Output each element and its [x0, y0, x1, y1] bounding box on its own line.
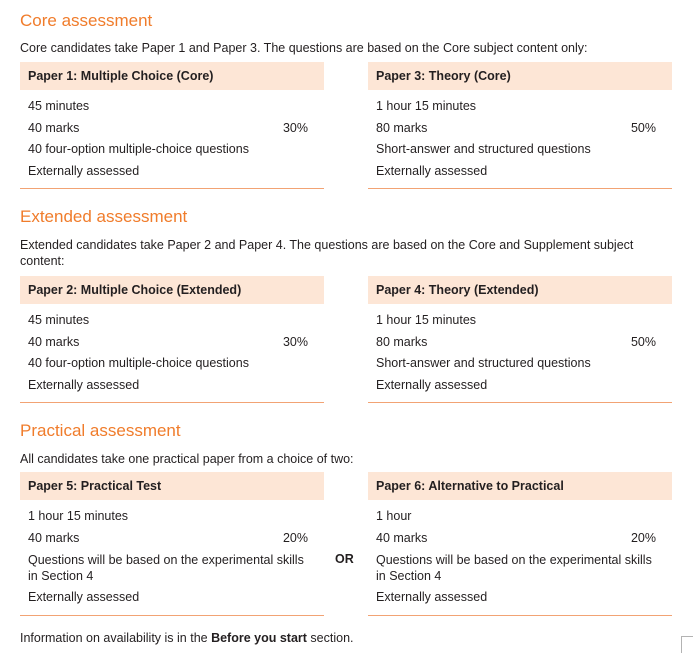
availability-note-suffix: section. [306, 631, 354, 645]
paper-5-header: Paper 5: Practical Test [20, 472, 324, 500]
paper-6-marks: 40 marks [376, 530, 428, 545]
paper-4-marks: 80 marks [376, 334, 428, 349]
paper-4-weight: 50% [630, 334, 656, 349]
paper-6-duration: 1 hour [376, 509, 412, 523]
paper-1-marks-row [28, 118, 316, 140]
paper-3-duration: 1 hour 15 minutes [376, 99, 477, 113]
before-you-start-reference: Before you start [211, 631, 307, 645]
availability-note-prefix: Information on availability is in the [20, 631, 212, 645]
paper-1-questions: 40 four-option multiple-choice questions [28, 142, 249, 156]
paper-5-duration: 1 hour 15 minutes [28, 509, 129, 523]
section-title-extended: Extended assessment [20, 207, 188, 226]
paper-3-box [368, 62, 672, 189]
paper-6-header: Paper 6: Alternative to Practical [368, 472, 672, 500]
paper-2-assessment: Externally assessed [28, 377, 140, 392]
paper-2-header: Paper 2: Multiple Choice (Extended) [20, 276, 324, 304]
paper-5-questions: Questions will be based on the experimental skills in Section 4 [28, 553, 304, 583]
section-intro-core: Core candidates take Paper 1 and Paper 3. The questions are based on the Core subject content only: [20, 41, 588, 55]
paper-6-weight: 20% [630, 530, 656, 545]
paper-4-box [368, 276, 672, 403]
paper-1-assessment: Externally assessed [28, 163, 140, 178]
paper-5-assessment: Externally assessed [28, 590, 140, 604]
paper-5-marks: 40 marks [28, 530, 80, 545]
paper-1-header: Paper 1: Multiple Choice (Core) [20, 62, 324, 90]
paper-2-marks-row [28, 332, 316, 354]
paper-1-marks: 40 marks [28, 120, 80, 135]
paper-4-assessment: Externally assessed [376, 377, 488, 392]
paper-1-box [20, 62, 324, 189]
page-corner-widget [681, 636, 693, 653]
paper-4-questions: Short-answer and structured questions [376, 356, 591, 370]
paper-3-questions: Short-answer and structured questions [376, 142, 591, 156]
paper-3-assessment: Externally assessed [376, 163, 488, 178]
paper-3-weight: 50% [630, 120, 656, 135]
paper-2-questions: 40 four-option multiple-choice questions [28, 356, 249, 370]
paper-3-header: Paper 3: Theory (Core) [368, 62, 672, 90]
paper-2-weight: 30% [282, 334, 308, 349]
paper-3-marks-row [376, 118, 664, 140]
paper-6-box [368, 472, 672, 616]
paper-4-marks-row [376, 332, 664, 354]
section-title-practical: Practical assessment [20, 421, 181, 440]
section-intro-extended: Extended candidates take Paper 2 and Paper 4. The questions are based on the Core and Supplement subject content: [20, 238, 634, 268]
paper-2-duration: 45 minutes [28, 313, 90, 327]
paper-4-duration: 1 hour 15 minutes [376, 313, 477, 327]
paper-6-marks-row [376, 528, 664, 550]
paper-5-marks-row [28, 528, 316, 550]
paper-2-box [20, 276, 324, 403]
paper-4-header: Paper 4: Theory (Extended) [368, 276, 672, 304]
section-title-core: Core assessment [20, 11, 153, 30]
paper-6-questions: Questions will be based on the experimental skills in Section 4 [376, 553, 652, 583]
paper-3-marks: 80 marks [376, 120, 428, 135]
paper-1-weight: 30% [282, 120, 308, 135]
paper-6-assessment: Externally assessed [376, 590, 488, 604]
paper-5-weight: 20% [282, 530, 308, 545]
availability-note [20, 630, 354, 646]
paper-5-box [20, 472, 324, 616]
or-label: OR [335, 552, 354, 566]
section-intro-practical: All candidates take one practical paper from a choice of two: [20, 452, 354, 466]
paper-1-duration: 45 minutes [28, 99, 90, 113]
paper-2-marks: 40 marks [28, 334, 80, 349]
